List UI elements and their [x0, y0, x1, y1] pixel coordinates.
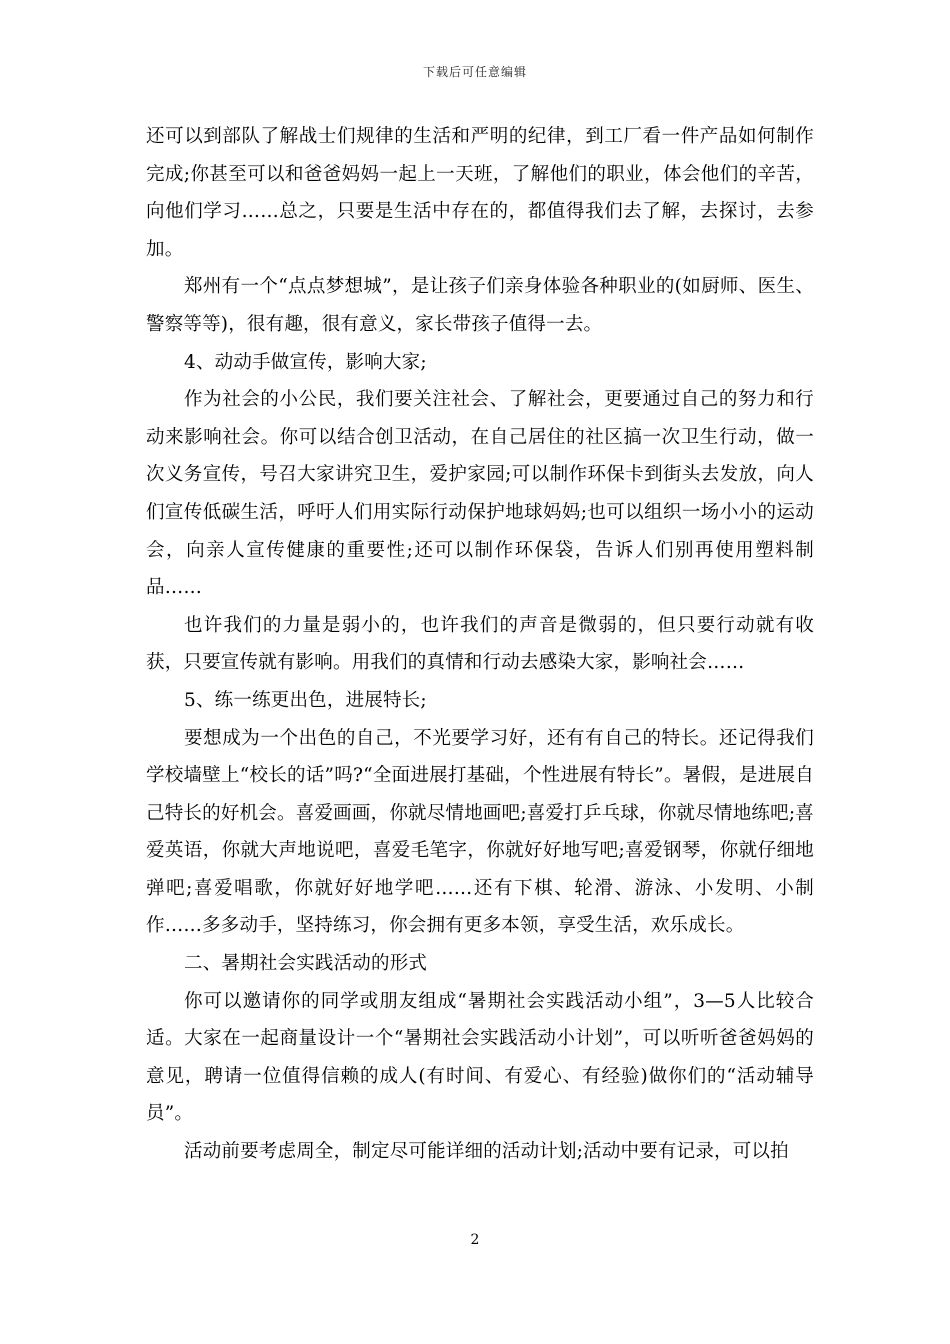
- section-heading: 4、动动手做宣传，影响大家;: [184, 351, 427, 373]
- page-number: 2: [470, 1232, 480, 1248]
- paragraph: 你可以邀请你的同学或朋友组成“暑期社会实践活动小组”，3—5人比较合适。大家在一起商量设计一个“暑期社会实践活动小计划”，可以听听爸爸妈妈的意见，聘请一位值得信赖的成人(有时间、有爱心、有经验)做你们的“活动辅导员”。: [146, 990, 814, 1125]
- paragraph: 要想成为一个出色的自己，不光要学习好，还有有自己的特长。还记得我们学校墙壁上“校长的话”吗?“全面进展打基础，个性进展有特长”。暑假，是进展自己特长的好机会。喜爱画画，你就尽情地画吧;喜爱打乒乓球，你就尽情地练吧;喜爱英语，你就大声地说吧，喜爱毛笔字，你就好好地写吧;喜爱钢琴，你就仔细地弹吧;喜爱唱歌，你就好好地学吧……还有下棋、轮滑、游泳、小发明、小制作……多多动手，坚持练习，你会拥有更多本领，享受生活，欢乐成长。: [146, 727, 814, 937]
- paragraph: 郑州有一个“点点梦想城”，是让孩子们亲身体验各种职业的(如厨师、医生、警察等等)，很有趣，很有意义，家长带孩子值得一去。: [146, 276, 814, 335]
- section-heading: 二、暑期社会实践活动的形式: [184, 953, 428, 975]
- document-body: [146, 118, 814, 1171]
- paragraph: 也许我们的力量是弱小的，也许我们的声音是微弱的，但只要行动就有收获，只要宣传就有影响。用我们的真情和行动去感染大家，影响社会……: [146, 614, 814, 674]
- paragraph: 作为社会的小公民，我们要关注社会、了解社会，更要通过自己的努力和行动来影响社会。你可以结合创卫活动，在自己居住的社区搞一次卫生行动，做一次义务宣传，号召大家讲究卫生，爱护家园;可以制作环保卡到街头去发放，向人们宣传低碳生活，呼吁人们用实际行动保护地球妈妈;也可以组织一场小小的运动会，向亲人宣传健康的重要性;还可以制作环保袋，告诉人们别再使用塑料制品……: [146, 389, 814, 599]
- page-header: 下载后可任意编辑: [422, 65, 527, 79]
- section-heading: 5、练一练更出色，进展特长;: [184, 689, 427, 711]
- paragraph: 还可以到部队了解战士们规律的生活和严明的纪律，到工厂看一件产品如何制作完成;你甚至可以和爸爸妈妈一起上一天班，了解他们的职业，体会他们的辛苦，向他们学习……总之，只要是生活中存在的，都值得我们去了解，去探讨，去参加。: [146, 126, 814, 260]
- paragraph: 活动前要考虑周全，制定尽可能详细的活动计划;活动中要有记录，可以拍: [184, 1141, 789, 1163]
